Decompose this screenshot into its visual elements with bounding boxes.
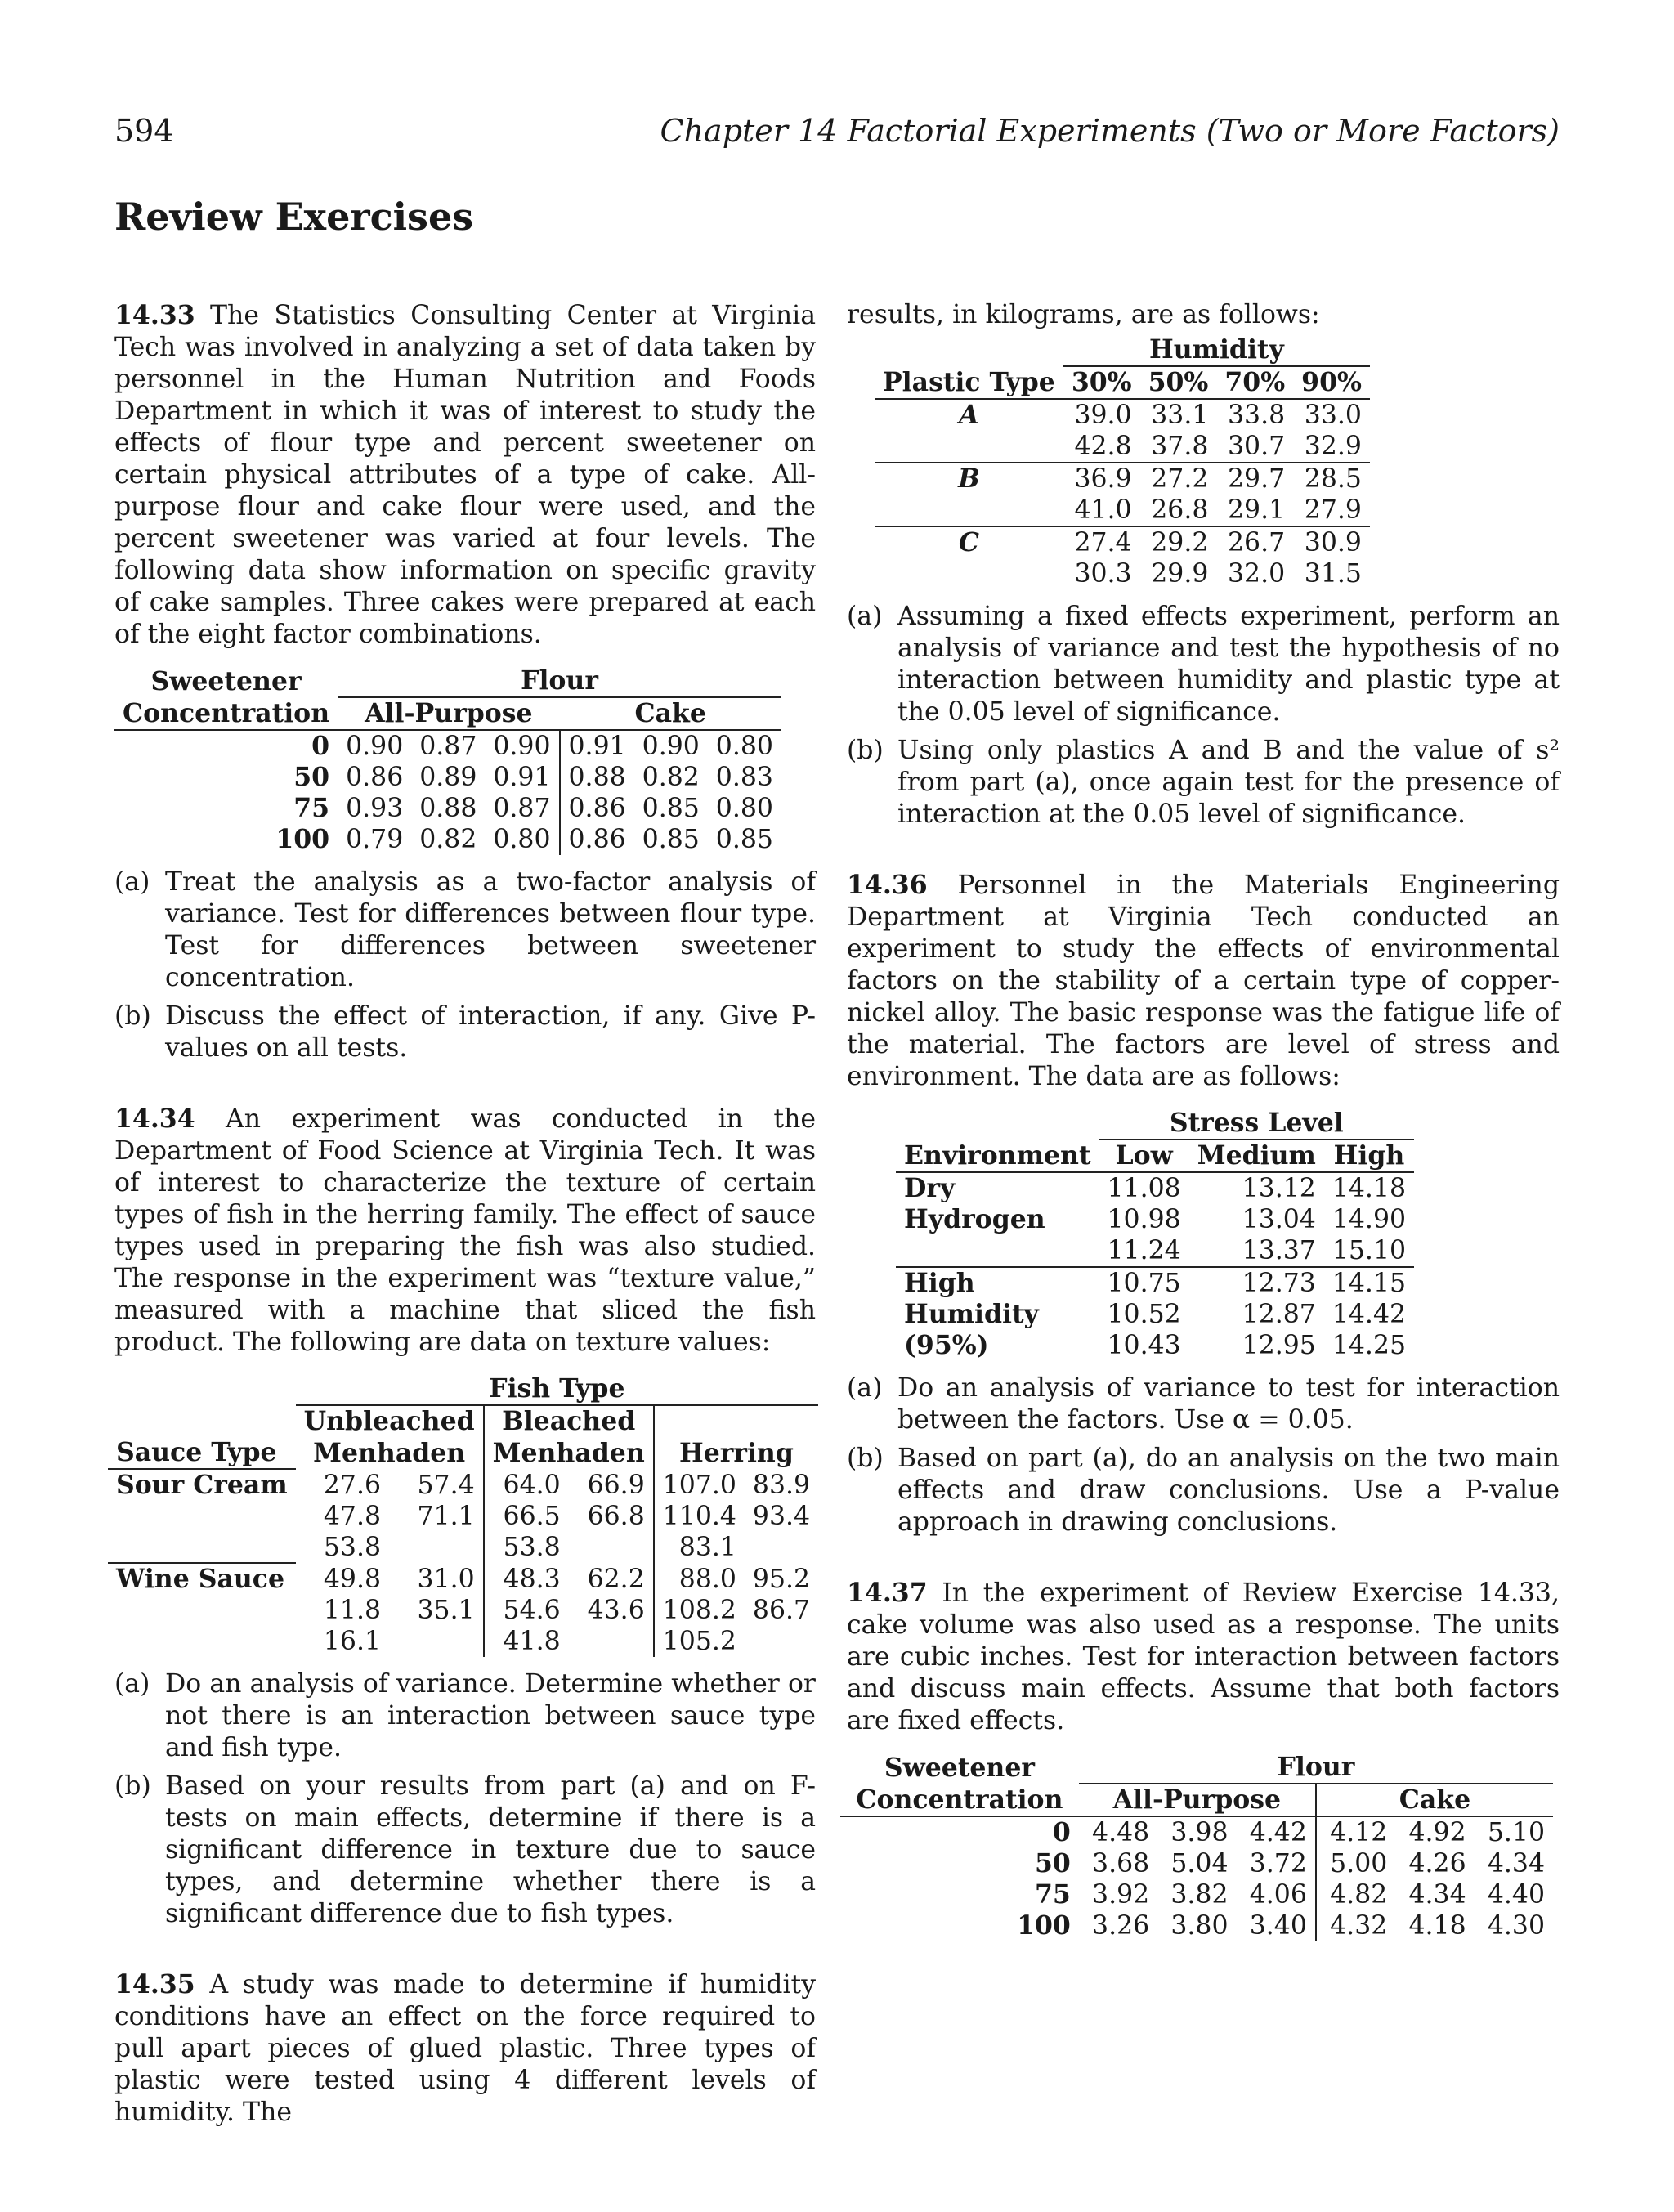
value-cell: 15.10: [1332, 1236, 1407, 1265]
table-row: [875, 495, 1370, 526]
value-cell: 12.95: [1242, 1331, 1316, 1360]
value-cell: 4.30: [1487, 1911, 1545, 1941]
texture-table: [114, 1373, 816, 1657]
table-row: [875, 558, 1370, 589]
value-cell: 27.9: [1304, 495, 1362, 525]
value-cell: 3.80: [1170, 1911, 1229, 1941]
value-cell: 3.92: [1092, 1880, 1150, 1910]
value-cell: 4.12: [1316, 1816, 1395, 1848]
environment-label: Humidity: [904, 1299, 1039, 1329]
table-cell: [108, 1626, 296, 1657]
header-flour: Flour: [521, 665, 598, 696]
value-cell: 4.82: [1316, 1879, 1395, 1910]
value-cell: 33.8: [1228, 401, 1286, 430]
table-row: [108, 1469, 818, 1501]
exercise-14-33: [114, 299, 816, 1064]
value-cell: 4.48: [1092, 1818, 1150, 1847]
header-fish-type: Fish Type: [296, 1373, 818, 1405]
table-row: [840, 1910, 1553, 1941]
header-herring: Herring: [654, 1437, 818, 1469]
environment-label: (95%): [904, 1330, 989, 1360]
header-bleached: Bleached: [484, 1405, 654, 1437]
running-header: Chapter 14 Factorial Experiments (Two or More Factors): [660, 113, 1560, 149]
part-label: (a): [114, 1669, 150, 1699]
value-cell: 0.82: [419, 825, 477, 854]
value-cell: 3.26: [1092, 1911, 1150, 1941]
header-high: High: [1324, 1140, 1414, 1172]
value-cell: 35.1: [417, 1596, 475, 1625]
value-cell: 4.42: [1249, 1818, 1307, 1847]
part-text: Based on part (a), do an analysis on the two main effects and draw conclusions. Use a P-value approach in drawing conclusions.: [897, 1444, 1560, 1537]
exercise-parts: [114, 866, 816, 1064]
table-row: [114, 824, 781, 855]
value-cell: 0.80: [715, 732, 773, 761]
value-cell: 10.43: [1107, 1331, 1181, 1360]
value-cell: 0.90: [642, 732, 700, 761]
table-row: [896, 1299, 1414, 1330]
table-row: [840, 1879, 1553, 1910]
environment-label: High: [896, 1267, 1099, 1299]
value-cell: 0.89: [419, 763, 477, 792]
value-cell: 4.18: [1408, 1911, 1466, 1941]
part-a: [847, 601, 1560, 728]
value-cell: 0.86: [346, 763, 404, 792]
value-cell: 64.0: [484, 1469, 569, 1501]
value-cell: 4.32: [1316, 1910, 1395, 1941]
value-cell: [569, 1626, 654, 1657]
value-cell: 0.90: [493, 732, 551, 761]
value-cell: [745, 1626, 818, 1657]
value-cell: 0.90: [346, 732, 404, 761]
value-cell: 3.72: [1249, 1849, 1307, 1878]
value-cell: 66.5: [484, 1501, 569, 1532]
exercise-14-35: [114, 1968, 816, 2129]
left-column: [114, 299, 816, 2129]
row-label: 50: [293, 762, 330, 792]
value-cell: 0.80: [715, 794, 773, 823]
header-sauce-type: Sauce Type: [116, 1437, 277, 1467]
value-cell: 41.8: [484, 1626, 569, 1657]
value-cell: 36.9: [1063, 463, 1140, 495]
value-cell: 26.7: [1216, 526, 1293, 558]
value-cell: 0.91: [493, 763, 551, 792]
cake-volume-table: [847, 1752, 1560, 1941]
value-cell: 54.6: [484, 1595, 569, 1626]
table-row: [840, 1816, 1553, 1848]
value-cell: 86.7: [752, 1596, 811, 1625]
exercise-text: [847, 869, 1560, 1093]
value-cell: 0.80: [493, 825, 551, 854]
value-cell: 0.91: [560, 730, 634, 762]
header-menhaden-unbleached: Menhaden: [313, 1437, 466, 1468]
value-cell: 53.8: [484, 1532, 569, 1563]
value-cell: 14.18: [1332, 1174, 1407, 1203]
value-cell: [389, 1532, 484, 1563]
value-cell: 33.1: [1151, 401, 1209, 430]
value-cell: 0.88: [560, 762, 634, 793]
part-label: (a): [114, 867, 150, 897]
value-cell: 0.85: [715, 825, 773, 854]
table-cell: [108, 1532, 296, 1563]
table-row: [896, 1330, 1414, 1361]
value-cell: 71.1: [417, 1502, 475, 1531]
exercise-body: In the experiment of Review Exercise 14.33, cake volume was also used as a response. The units are cubic inches. Test for interaction between factors and discuss main effects. Assume that both factors are fixed effects.: [847, 1578, 1560, 1735]
value-cell: 14.90: [1332, 1205, 1407, 1234]
header-cake: Cake: [560, 697, 781, 730]
table-cell: [875, 495, 1063, 526]
header-humidity-level: 30%: [1063, 366, 1140, 399]
value-cell: 10.75: [1099, 1267, 1189, 1299]
table-row: [108, 1532, 818, 1563]
exercise-body: A study was made to determine if humidity conditions have an effect on the force required to pull apart pieces of glued plastic. Three types of plastic were tested using 4 different levels of humidity. The: [114, 1970, 816, 2127]
table-row: [114, 793, 781, 824]
value-cell: 4.92: [1408, 1818, 1466, 1847]
value-cell: 62.2: [587, 1564, 645, 1594]
value-cell: 31.0: [417, 1564, 475, 1594]
header-all-purpose: All-Purpose: [338, 697, 559, 730]
value-cell: 57.4: [417, 1470, 475, 1500]
exercise-body: Personnel in the Materials Engineering Department at Virginia Tech conducted an experiment to study the effects of environmental factors on the stability of a certain type of copper-nickel alloy. The basic response was the fatigue life of the material. The factors are level of stress and environment. The data are as follows:: [847, 871, 1560, 1091]
value-cell: [745, 1532, 818, 1563]
value-cell: 32.9: [1304, 432, 1362, 461]
value-cell: 26.8: [1151, 495, 1209, 525]
value-cell: 0.87: [419, 732, 477, 761]
value-cell: 93.4: [752, 1502, 811, 1531]
value-cell: 83.9: [752, 1470, 811, 1500]
value-cell: 88.0: [654, 1563, 745, 1595]
value-cell: 29.2: [1140, 526, 1217, 558]
header-all-purpose: All-Purpose: [1079, 1784, 1316, 1816]
part-a: [847, 1372, 1560, 1436]
value-cell: [389, 1626, 484, 1657]
table-cell: [108, 1501, 296, 1532]
value-cell: 30.7: [1228, 432, 1286, 461]
part-b: [114, 1771, 816, 1930]
value-cell: 11.8: [323, 1596, 382, 1625]
value-cell: 37.8: [1151, 432, 1209, 461]
header-flour: Flour: [1277, 1752, 1355, 1782]
part-label: (b): [114, 1771, 151, 1801]
row-label: 50: [1035, 1848, 1071, 1878]
header-humidity: Humidity: [1063, 334, 1370, 366]
part-text: Based on your results from part (a) and on F-tests on main effects, determine if there is a significant difference in texture due to sauce types, and determine whether there is a significant difference due to fish types.: [165, 1771, 816, 1928]
value-cell: 4.40: [1487, 1880, 1545, 1910]
part-text: Do an analysis of variance to test for interaction between the factors. Use α = 0.05.: [897, 1373, 1560, 1435]
value-cell: 27.4: [1063, 526, 1140, 558]
table-body: [114, 730, 781, 855]
header-environment: Environment: [896, 1140, 1099, 1172]
table-row: [875, 399, 1370, 431]
table-row: [896, 1235, 1414, 1267]
table-row: [896, 1172, 1414, 1204]
value-cell: 47.8: [323, 1502, 382, 1531]
value-cell: 0.83: [715, 763, 773, 792]
exercise-number: 14.36: [847, 870, 928, 900]
value-cell: 83.1: [654, 1532, 745, 1563]
value-cell: 0.86: [560, 793, 634, 824]
value-cell: 107.0: [654, 1469, 745, 1501]
exercise-number: 14.37: [847, 1578, 928, 1608]
value-cell: 0.79: [346, 825, 404, 854]
right-column: [847, 299, 1560, 1953]
exercise-number: 14.35: [114, 1969, 195, 1999]
header-medium: Medium: [1189, 1140, 1324, 1172]
value-cell: 3.68: [1092, 1849, 1150, 1878]
table-row: [108, 1501, 818, 1532]
value-cell: 5.00: [1316, 1848, 1395, 1879]
value-cell: 108.2: [654, 1595, 745, 1626]
value-cell: [569, 1532, 654, 1563]
table-row: [108, 1595, 818, 1626]
value-cell: 16.1: [323, 1627, 382, 1656]
part-a: [114, 866, 816, 994]
table-cell: [875, 431, 1063, 463]
value-cell: 48.3: [484, 1563, 569, 1595]
value-cell: 39.0: [1074, 401, 1132, 430]
exercise-number: 14.34: [114, 1104, 195, 1134]
value-cell: 4.26: [1408, 1849, 1466, 1878]
value-cell: 3.82: [1170, 1880, 1229, 1910]
part-label: (b): [847, 1444, 884, 1473]
part-label: (a): [847, 602, 883, 631]
section-title: Review Exercises: [114, 195, 474, 239]
table-row: [114, 730, 781, 762]
header-concentration: Concentration: [840, 1784, 1079, 1816]
part-text: Assuming a fixed effects experiment, perform an analysis of variance and test the hypothesis of no interaction between humidity and plastic type at the 0.05 level of significance.: [897, 602, 1560, 727]
value-cell: 13.37: [1242, 1236, 1316, 1265]
part-label: (a): [847, 1373, 883, 1403]
row-label: 0: [1052, 1817, 1071, 1847]
value-cell: 14.42: [1332, 1300, 1407, 1329]
exercise-parts: [847, 601, 1560, 831]
environment-label: [896, 1235, 1099, 1267]
value-cell: 14.25: [1332, 1331, 1407, 1360]
value-cell: 49.8: [323, 1564, 382, 1594]
header-humidity-level: 90%: [1293, 366, 1370, 399]
part-label: (b): [847, 736, 884, 765]
exercise-text: [114, 1103, 816, 1359]
fatigue-table: [847, 1108, 1560, 1361]
value-cell: 95.2: [752, 1564, 811, 1594]
value-cell: 0.82: [642, 763, 700, 792]
value-cell: 31.5: [1304, 559, 1362, 589]
plastic-label: C: [875, 526, 1063, 558]
value-cell: 105.2: [654, 1626, 745, 1657]
header-cake: Cake: [1316, 1784, 1553, 1816]
value-cell: 30.9: [1293, 526, 1370, 558]
exercise-14-37: [847, 1577, 1560, 1941]
plastic-label: A: [959, 400, 979, 430]
value-cell: 12.73: [1189, 1267, 1324, 1299]
value-cell: 4.34: [1408, 1880, 1466, 1910]
table-row: [875, 431, 1370, 463]
value-cell: 29.9: [1151, 559, 1209, 589]
value-cell: 29.7: [1216, 463, 1293, 495]
value-cell: 5.04: [1170, 1849, 1229, 1878]
value-cell: 42.8: [1074, 432, 1132, 461]
environment-label: Hydrogen: [904, 1204, 1045, 1234]
table-row: [875, 526, 1370, 558]
table-body: [896, 1172, 1414, 1361]
row-label: 75: [1035, 1879, 1071, 1910]
sauce-label: Sour Cream: [108, 1469, 296, 1501]
table-row: [896, 1204, 1414, 1235]
table-row: [108, 1563, 818, 1595]
page-number: 594: [114, 113, 174, 149]
humidity-table: [847, 334, 1560, 589]
value-cell: 30.3: [1074, 559, 1132, 589]
value-cell: 66.9: [587, 1470, 645, 1500]
value-cell: 28.5: [1293, 463, 1370, 495]
part-b: [114, 1001, 816, 1064]
exercise-body: An experiment was conducted in the Department of Food Science at Virginia Tech. It was of interest to characterize the texture of certain types of fish in the herring family. The effect of sauce types used in preparing the fish was also studied. The response in the experiment was “texture value,” measured with a machine that sliced the fish product. The following are data on texture values:: [114, 1104, 816, 1357]
part-text: Discuss the effect of interaction, if any. Give P-values on all tests.: [165, 1001, 816, 1063]
value-cell: 0.88: [419, 794, 477, 823]
sauce-label: Wine Sauce: [108, 1563, 296, 1595]
part-b: [847, 1443, 1560, 1538]
value-cell: 0.93: [346, 794, 404, 823]
exercise-14-34: [114, 1103, 816, 1930]
table-row: [114, 762, 781, 793]
value-cell: 10.98: [1107, 1205, 1181, 1234]
value-cell: 12.87: [1242, 1300, 1316, 1329]
exercise-14-36: [847, 869, 1560, 1538]
header-humidity-level: 50%: [1140, 366, 1217, 399]
value-cell: 0.85: [642, 825, 700, 854]
value-cell: 11.24: [1107, 1236, 1181, 1265]
part-text: Treat the analysis as a two-factor analysis of variance. Test for differences between flour type. Test for differences between sweetener concentration.: [165, 867, 816, 992]
exercise-text: [847, 1577, 1560, 1737]
part-label: (b): [114, 1001, 151, 1031]
exercise-text: [114, 299, 816, 651]
value-cell: 0.85: [642, 794, 700, 823]
header-low: Low: [1099, 1140, 1189, 1172]
value-cell: 53.8: [323, 1533, 382, 1562]
value-cell: 13.12: [1242, 1174, 1316, 1203]
value-cell: 3.40: [1249, 1911, 1307, 1941]
value-cell: 29.1: [1228, 495, 1286, 525]
value-cell: 3.98: [1170, 1818, 1229, 1847]
value-cell: 66.8: [587, 1502, 645, 1531]
value-cell: 11.08: [1107, 1174, 1181, 1203]
table-body: [108, 1469, 818, 1657]
value-cell: 43.6: [587, 1596, 645, 1625]
part-b: [847, 735, 1560, 831]
exercise-parts: [847, 1372, 1560, 1538]
exercise-number: 14.33: [114, 300, 195, 330]
row-label: 100: [275, 824, 330, 854]
header-sweetener: Sweetener: [150, 665, 302, 696]
value-cell: 13.04: [1242, 1205, 1316, 1234]
value-cell: 27.2: [1140, 463, 1217, 495]
header-plastic-type: Plastic Type: [875, 366, 1063, 399]
header-humidity-level: 70%: [1216, 366, 1293, 399]
value-cell: 4.06: [1249, 1880, 1307, 1910]
table-row: [840, 1848, 1553, 1879]
table-row: [875, 463, 1370, 495]
value-cell: 110.4: [654, 1501, 745, 1532]
header-menhaden-bleached: Menhaden: [484, 1437, 654, 1469]
table-row: [108, 1626, 818, 1657]
header-concentration: Concentration: [114, 697, 338, 730]
value-cell: 4.34: [1487, 1849, 1545, 1878]
row-label: 100: [1017, 1910, 1071, 1941]
table-body: [875, 399, 1370, 589]
header-stress-level: Stress Level: [1099, 1108, 1415, 1140]
table-body: [840, 1816, 1553, 1941]
value-cell: 0.87: [493, 794, 551, 823]
value-cell: 27.6: [323, 1470, 382, 1500]
value-cell: 41.0: [1074, 495, 1132, 525]
value-cell: 33.0: [1304, 401, 1362, 430]
specific-gravity-table: [114, 665, 816, 855]
table-cell: [875, 558, 1063, 589]
value-cell: 5.10: [1487, 1818, 1545, 1847]
plastic-label: B: [875, 463, 1063, 495]
value-cell: 0.86: [560, 824, 634, 855]
value-cell: 14.15: [1324, 1267, 1414, 1299]
table-cell: [108, 1595, 296, 1626]
part-a: [114, 1668, 816, 1764]
exercise-body: The Statistics Consulting Center at Virginia Tech was involved in analyzing a set of data taken by personnel in the Human Nutrition and Foods Department in which it was of interest to study the effects of flour type and percent sweetener on certain physical attributes of a type of cake. All-purpose flour and cake flour were used, and the percent sweetener was varied at four levels. The following data show information on specific gravity of cake samples. Three cakes were prepared at each of the eight factor combinations.: [114, 301, 817, 649]
part-text: Do an analysis of variance. Determine whether or not there is an interaction between sauce type and fish type.: [165, 1669, 816, 1762]
header-unbleached: Unbleached: [303, 1406, 475, 1436]
row-label: 0: [311, 731, 330, 761]
value-cell: 32.0: [1228, 559, 1286, 589]
header-sweetener: Sweetener: [884, 1752, 1035, 1783]
exercise-14-35-continued: results, in kilograms, are as follows:: [847, 300, 1320, 329]
table-row: [896, 1267, 1414, 1299]
exercise-parts: [114, 1668, 816, 1930]
environment-label: Dry: [904, 1173, 956, 1203]
row-label: 75: [293, 793, 330, 823]
value-cell: 10.52: [1107, 1300, 1181, 1329]
part-text: Using only plastics A and B and the value of s² from part (a), once again test for the presence of interaction at the 0.05 level of significance.: [897, 736, 1560, 829]
exercise-text: [114, 1968, 816, 2129]
